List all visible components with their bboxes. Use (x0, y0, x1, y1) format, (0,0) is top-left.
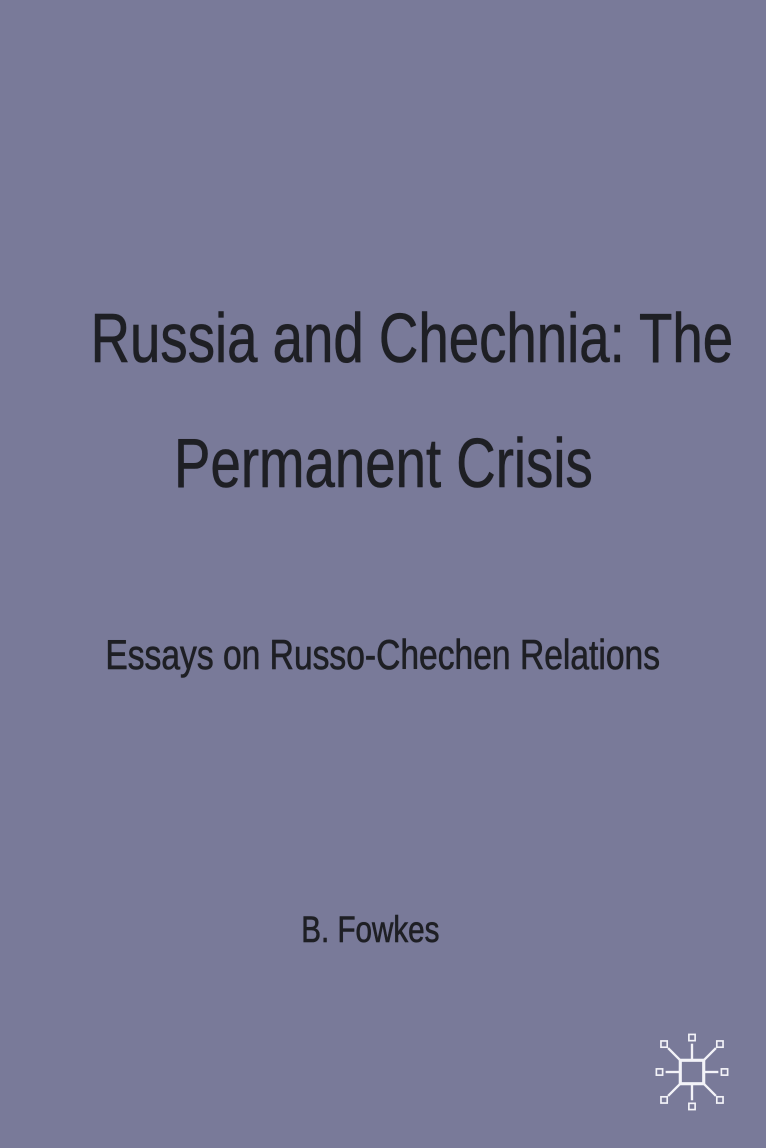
macmillan-star-logo-icon (652, 1031, 732, 1113)
book-title-line-2 (0, 424, 766, 502)
book-author-text: B. Fowkes (300, 909, 440, 950)
book-subtitle (0, 631, 766, 678)
book-title-line-1 (0, 299, 766, 377)
book-subtitle-text: Essays on Russo-Chechen Relations (105, 631, 661, 678)
book-title-line-1-text: Russia and Chechnia: The (90, 299, 734, 377)
book-title-line-2-text: Permanent Crisis (173, 424, 593, 502)
book-author (0, 911, 753, 948)
